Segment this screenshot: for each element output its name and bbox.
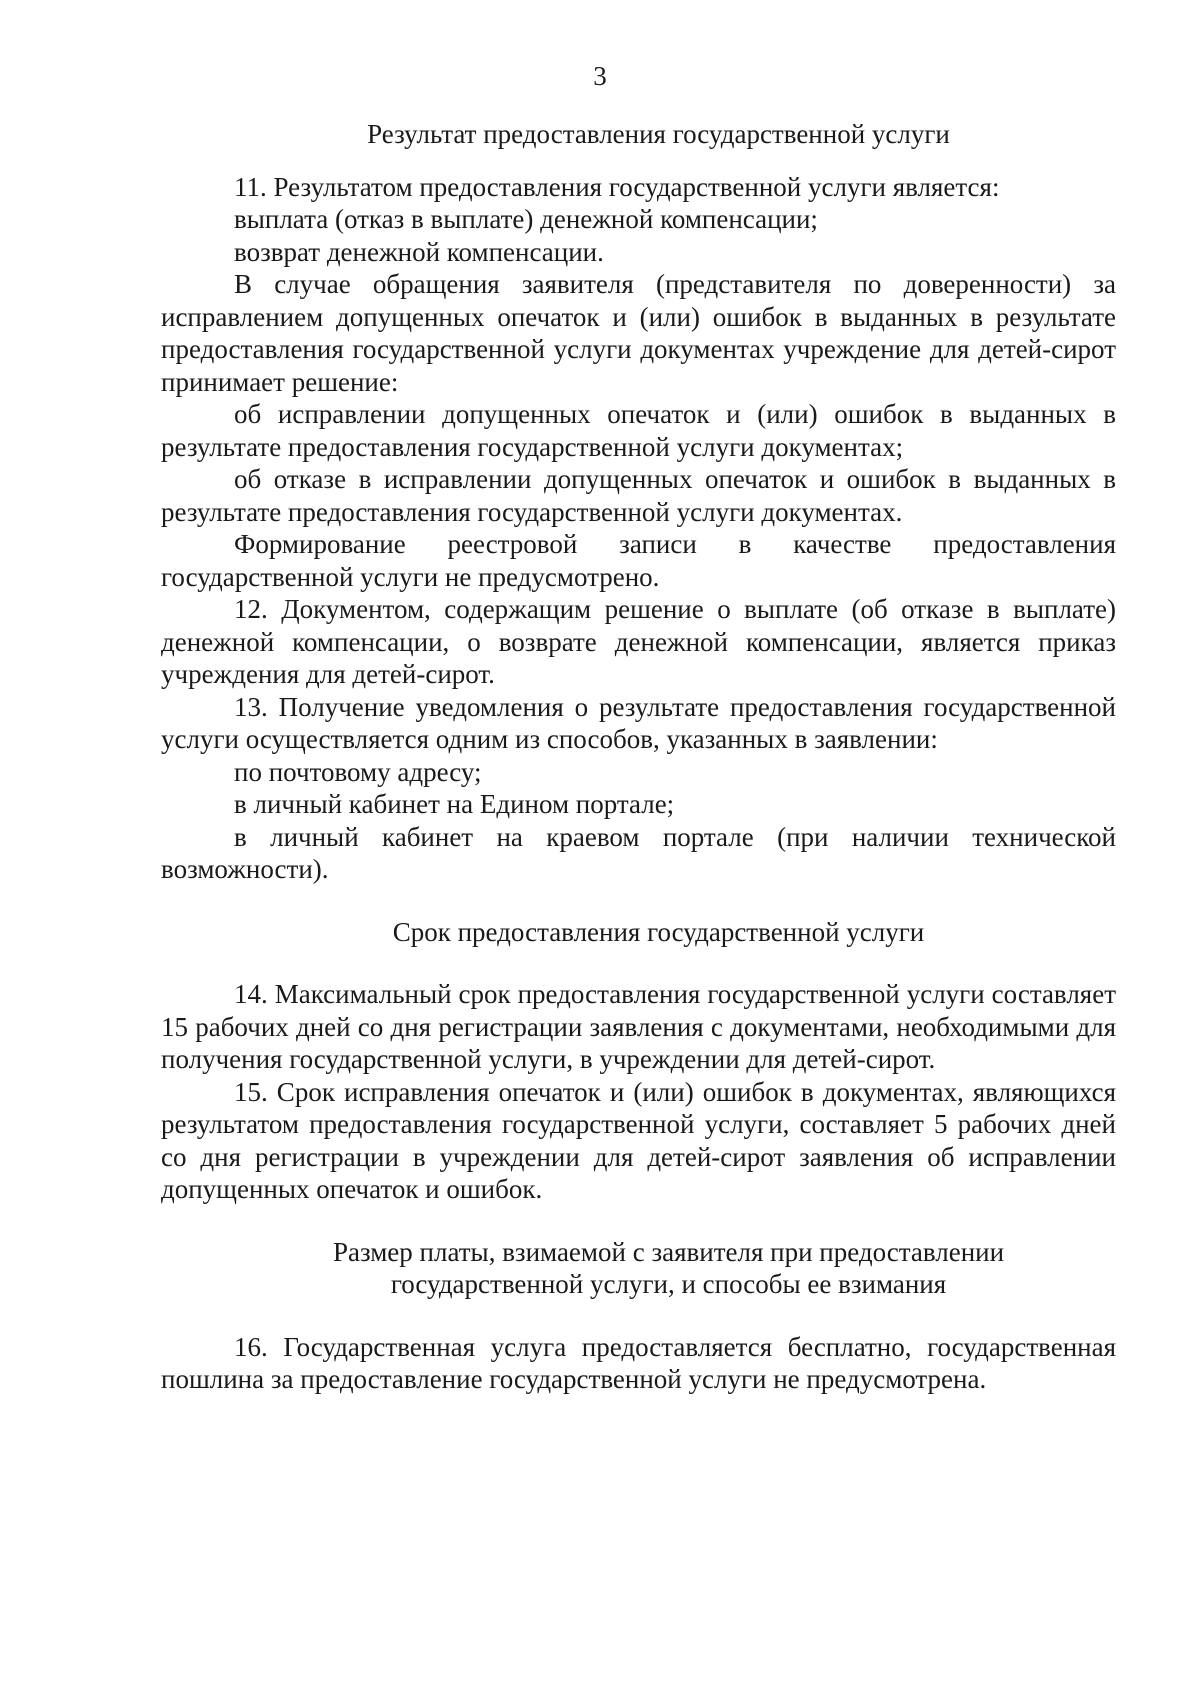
paragraph: 16. Государственная услуга предоставляется бесплатно, государственная пошлина за предоставление государственной услуги не предусмотрена. (161, 1331, 1116, 1394)
section-title-fee-line2: государственной услуги, и способы ее взимания (390, 1269, 947, 1299)
paragraph: об отказе в исправлении допущенных опечаток и ошибок в выданных в результате предоставления государственной услуги документах. (161, 464, 1116, 527)
paragraph: в личный кабинет на Едином портале; (234, 789, 675, 819)
paragraph: 12. Документом, содержащим решение о выплате (об отказе в выплате) денежной компенсации, о возврате денежной компенсации, является приказ учреждения для детей-сирот. (161, 594, 1116, 689)
paragraph: 11. Результатом предоставления государственной услуги является: (234, 171, 1000, 202)
paragraph: В случае обращения заявителя (представителя по доверенности) за исправлением допущенных опечаток и (или) ошибок в выданных в результате предоставления государственной услуги документах учреждение для детей-сирот принимает решение: (161, 269, 1116, 397)
document-body (161, 118, 1116, 1396)
section-title-fee-line1: Размер платы, взимаемой с заявителя при предоставлении (332, 1236, 1005, 1267)
paragraph: в личный кабинет на краевом портале (при наличии технической возможности). (161, 821, 1116, 884)
paragraph: 15. Срок исправления опечаток и (или) ошибок в документах, являющихся результатом предоставления государственной услуги, составляет 5 рабочих дней со дня регистрации в учреждении для детей-сирот заявления об исправлении допущенных опечаток и ошибок. (161, 1076, 1116, 1204)
paragraph: 14. Максимальный срок предоставления государственной услуги составляет 15 рабочих дней со дня регистрации заявления с документами, необходимыми для получения государственной услуги, в учреждении для детей-сирот. (161, 979, 1116, 1074)
paragraph: возврат денежной компенсации. (234, 236, 604, 267)
paragraph: Формирование реестровой записи в качестве предоставления государственной услуги не предусмотрено. (161, 529, 1116, 592)
section-title-result: Результат предоставления государственной услуги (367, 119, 950, 149)
section-fee (161, 1331, 1116, 1396)
paragraph: по почтовому адресу; (234, 756, 482, 787)
section-result (161, 171, 1116, 886)
paragraph: об исправлении допущенных опечаток и (или) ошибок в выданных в результате предоставления государственной услуги документах; (161, 399, 1116, 462)
section-title-fee (161, 1236, 1116, 1301)
page-number: 3 (593, 61, 607, 91)
paragraph: 13. Получение уведомления о результате предоставления государственной услуги осуществляется одним из способов, указанных в заявлении: (161, 691, 1116, 754)
section-title-term: Срок предоставления государственной услуги (392, 916, 925, 947)
paragraph: выплата (отказ в выплате) денежной компенсации; (234, 204, 818, 234)
section-term (161, 978, 1116, 1206)
